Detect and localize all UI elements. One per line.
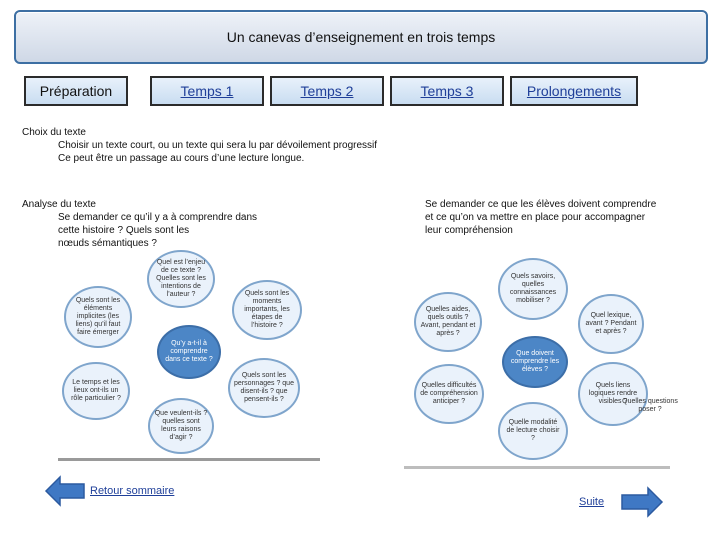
page-title-text: Un canevas d’enseignement en trois temps <box>226 29 496 45</box>
right-diagram-center: Que doivent comprendre les élèves ? <box>502 336 568 388</box>
right-line-3: leur compréhension <box>425 225 513 236</box>
next-arrow-icon[interactable] <box>620 486 664 518</box>
right-bubble-2: Quel lexique, avant ? Pendant et après ? <box>578 294 644 354</box>
right-diagram-base <box>404 466 670 469</box>
page-title <box>14 10 708 64</box>
nav-prolongements-label: Prolongements <box>526 83 622 99</box>
analyse-section <box>22 198 302 250</box>
back-arrow-icon[interactable] <box>44 475 86 507</box>
analyse-line-3: nœuds sémantiques ? <box>58 238 157 249</box>
right-extra-question: Quelles questions poser ? <box>622 398 678 413</box>
right-diagram <box>410 258 670 468</box>
nav-temps-2-label: Temps 2 <box>300 83 354 99</box>
analyse-line-2: cette histoire ? Quels sont les <box>58 225 190 236</box>
left-bubble-2: Quels sont les moments importants, les étapes de l’histoire ? <box>232 280 302 340</box>
left-bubble-3: Quels sont les personnages ? que disent-ils ? que pensent-ils ? <box>228 358 300 418</box>
nav-temps-1-label: Temps 1 <box>180 83 234 99</box>
nav-preparation-label: Préparation <box>39 83 113 99</box>
left-bubble-5: Le temps et les lieux ont-ils un rôle particulier ? <box>62 362 130 420</box>
nav-prolongements[interactable] <box>510 76 638 106</box>
nav-temps-2[interactable] <box>270 76 384 106</box>
back-to-summary-link[interactable]: Retour sommaire <box>90 485 175 497</box>
right-bubble-3: Quels liens logiques rendre visibles ? <box>578 362 648 426</box>
nav-temps-1[interactable] <box>150 76 264 106</box>
right-bubble-1: Quels savoirs, quelles connaissances mobiliser ? <box>498 258 568 320</box>
left-bubble-6: Quels sont les éléments implicites (les liens) qu’il faut faire émerger <box>64 286 132 348</box>
right-bubble-6: Quelles aides, quels outils ? Avant, pendant et après ? <box>414 292 482 352</box>
choix-section <box>22 126 642 165</box>
choix-heading: Choix du texte <box>22 127 86 138</box>
right-description <box>425 198 715 237</box>
left-diagram-base <box>58 458 320 461</box>
right-line-1: Se demander ce que les élèves doivent comprendre <box>425 199 657 210</box>
left-bubble-1: Quel est l’enjeu de ce texte ? Quelles sont les intentions de l’auteur ? <box>147 250 215 308</box>
nav-preparation[interactable] <box>24 76 128 106</box>
nav-temps-3-label: Temps 3 <box>420 83 474 99</box>
analyse-heading: Analyse du texte <box>22 199 96 210</box>
left-diagram <box>60 250 320 460</box>
right-bubble-4: Quelle modalité de lecture choisir ? <box>498 402 568 460</box>
left-bubble-4: Que veulent-ils ? quelles sont leurs raisons d’agir ? <box>148 398 214 454</box>
analyse-line-1: Se demander ce qu’il y a à comprendre dans <box>58 212 258 223</box>
choix-line-1: Choisir un texte court, ou un texte qui sera lu par dévoilement progressif <box>58 140 378 151</box>
right-bubble-5: Quelles difficultés de compréhension anticiper ? <box>414 364 484 424</box>
choix-line-2: Ce peut être un passage au cours d’une lecture longue. <box>58 153 305 164</box>
next-link[interactable]: Suite <box>579 496 605 508</box>
left-diagram-center: Qu’y a-t-il à comprendre dans ce texte ? <box>157 325 221 379</box>
nav-temps-3[interactable] <box>390 76 504 106</box>
right-line-2: et ce qu’on va mettre en place pour accompagner <box>425 212 646 223</box>
